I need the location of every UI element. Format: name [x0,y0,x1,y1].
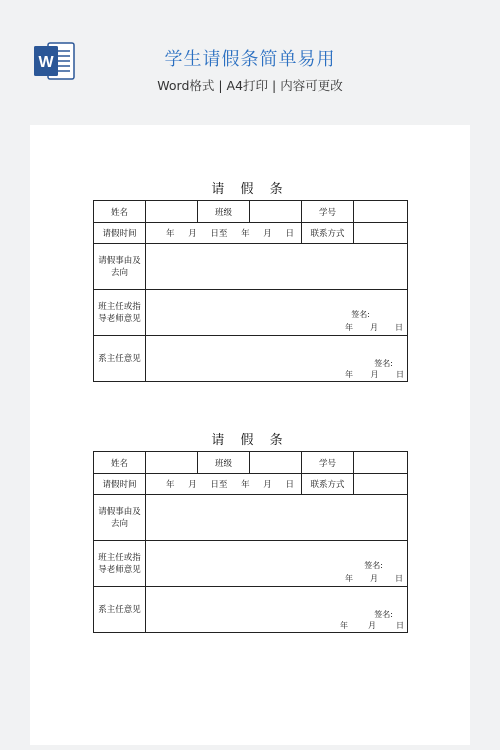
signature-date [345,369,404,380]
month-label: 月 [370,370,379,379]
director-opinion-field[interactable] [146,587,408,633]
reason-label: 请假事由及去向 [94,495,146,541]
day-to-label: 日至 [210,480,228,490]
class-label: 班级 [198,452,250,474]
class-label: 班级 [198,201,250,223]
document-subtitle: Word格式 | A4打印 | 内容可更改 [157,78,343,93]
name-label: 姓名 [94,201,146,223]
day-label: 日 [396,621,404,630]
page-header [0,0,500,120]
contact-field[interactable] [354,223,408,244]
reason-label: 请假事由及去向 [94,244,146,290]
day-label: 日 [285,480,294,490]
year-label: 年 [166,480,175,490]
month-label: 月 [368,621,376,630]
reason-field[interactable] [146,244,408,290]
signature-date [345,573,403,584]
day-label: 日 [396,370,404,379]
name-field[interactable] [146,201,198,223]
teacher-opinion-field[interactable] [146,290,408,336]
day-to-label: 日至 [210,229,228,239]
student-id-field[interactable] [354,452,408,474]
contact-label: 联系方式 [302,474,354,495]
signature-label: 签名: [374,610,393,619]
leave-time-label: 请假时间 [94,223,146,244]
document-page [30,125,470,745]
class-field[interactable] [250,452,302,474]
signature-date [345,322,403,333]
director-opinion-field[interactable] [146,336,408,382]
director-opinion-label: 系主任意见 [94,336,146,382]
leave-table [93,200,408,382]
leave-time-field[interactable] [146,223,302,244]
signature-label: 签名: [364,561,383,570]
leave-form-2 [93,431,407,633]
year-label: 年 [166,229,175,239]
year-label: 年 [241,229,250,239]
form-title: 请 假 条 [211,182,289,197]
month-label: 月 [188,229,197,239]
director-opinion-label: 系主任意见 [94,587,146,633]
year-label: 年 [241,480,250,490]
teacher-opinion-label: 班主任或指导老师意见 [94,290,146,336]
month-label: 月 [370,323,378,332]
leave-form-1 [93,180,407,382]
day-label: 日 [285,229,294,239]
month-label: 月 [263,229,272,239]
year-label: 年 [345,323,353,332]
month-label: 月 [370,574,378,583]
form-title: 请 假 条 [211,433,289,448]
contact-field[interactable] [354,474,408,495]
reason-field[interactable] [146,495,408,541]
document-title: 学生请假条简单易用 [164,49,336,70]
word-icon-letter: W [38,54,54,71]
name-field[interactable] [146,452,198,474]
day-label: 日 [395,574,403,583]
student-id-label: 学号 [302,452,354,474]
signature-label: 签名: [351,310,370,319]
teacher-opinion-field[interactable] [146,541,408,587]
contact-label: 联系方式 [302,223,354,244]
year-label: 年 [345,574,353,583]
year-label: 年 [340,621,348,630]
leave-time-label: 请假时间 [94,474,146,495]
teacher-opinion-label: 班主任或指导老师意见 [94,541,146,587]
month-label: 月 [263,480,272,490]
leave-time-field[interactable] [146,474,302,495]
signature-date [340,620,404,631]
student-id-label: 学号 [302,201,354,223]
student-id-field[interactable] [354,201,408,223]
year-label: 年 [345,370,353,379]
day-label: 日 [395,323,403,332]
leave-table [93,451,408,633]
name-label: 姓名 [94,452,146,474]
class-field[interactable] [250,201,302,223]
signature-label: 签名: [374,359,393,368]
month-label: 月 [188,480,197,490]
